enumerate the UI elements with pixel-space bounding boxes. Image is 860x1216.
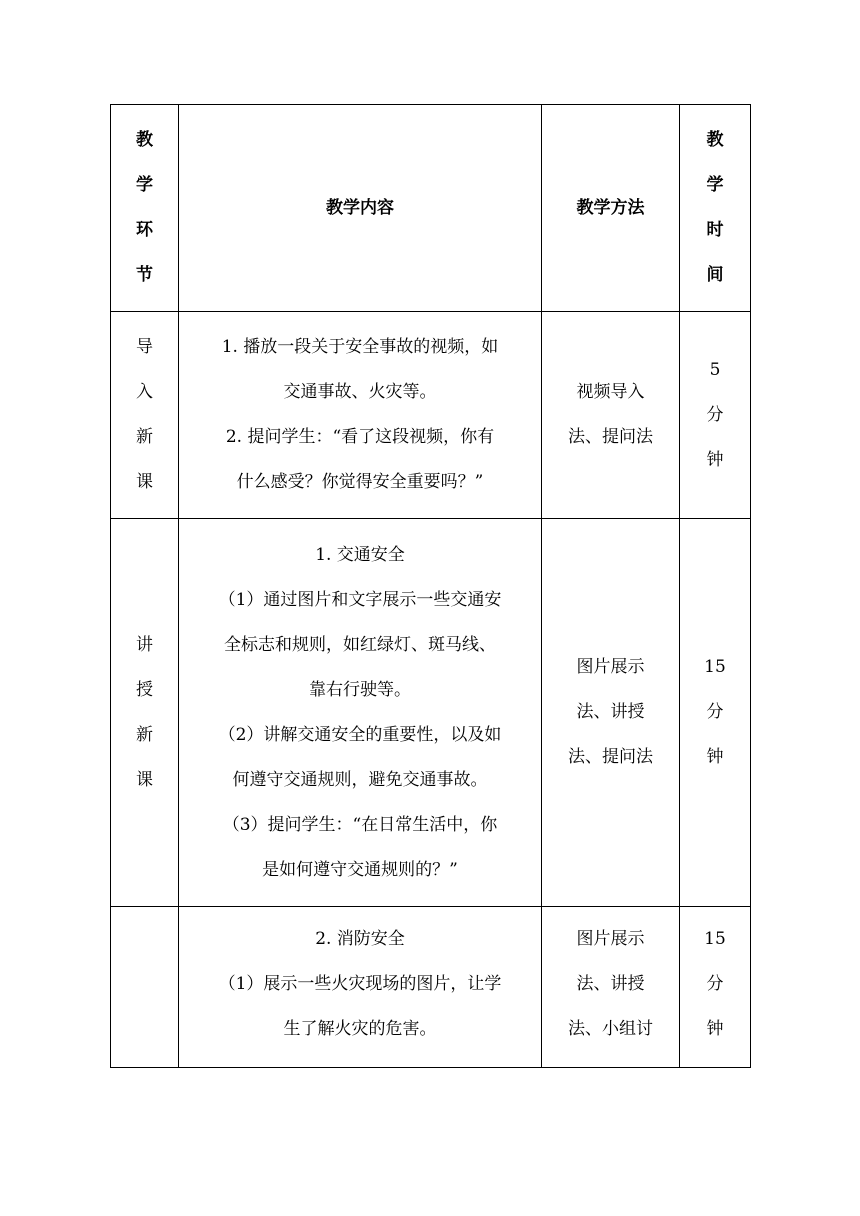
table-row bbox=[111, 907, 751, 1068]
header-stage bbox=[111, 105, 179, 312]
method-line: 图片展示 bbox=[576, 929, 645, 949]
table-row bbox=[111, 519, 751, 907]
time-line: 钟 bbox=[706, 1019, 724, 1039]
content-line: （3）提问学生：“在日常生活中，你 bbox=[222, 814, 498, 835]
header-time bbox=[680, 105, 751, 312]
stage-char: 讲 bbox=[136, 634, 153, 655]
stage-char: 新 bbox=[136, 724, 153, 745]
header-content: 教学内容 bbox=[179, 105, 542, 312]
time-line: 分 bbox=[706, 404, 724, 425]
stage-char: 授 bbox=[136, 679, 153, 700]
method-line: 法、提问法 bbox=[568, 747, 653, 767]
method-line: 图片展示 bbox=[576, 657, 645, 677]
content-cell bbox=[179, 907, 542, 1068]
time-line: 15 bbox=[704, 657, 726, 677]
time-cell bbox=[680, 907, 751, 1068]
content-line: 何遵守交通规则，避免交通事故。 bbox=[232, 769, 488, 790]
method-cell bbox=[542, 312, 680, 519]
time-line: 钟 bbox=[706, 747, 724, 767]
method-line: 法、提问法 bbox=[568, 427, 653, 447]
time-line: 5 bbox=[709, 359, 721, 380]
stage-char: 新 bbox=[136, 427, 153, 447]
content-line: 生了解火灾的危害。 bbox=[283, 1019, 437, 1039]
method-cell bbox=[542, 519, 680, 907]
content-line: 是如何遵守交通规则的？” bbox=[262, 859, 458, 880]
content-line: 交通事故、火灾等。 bbox=[283, 382, 437, 402]
header-time-char: 间 bbox=[706, 265, 724, 285]
content-line: （1）展示一些火灾现场的图片，让学 bbox=[218, 974, 502, 994]
stage-cell bbox=[111, 519, 179, 907]
stage-char: 导 bbox=[136, 337, 153, 357]
table-row bbox=[111, 312, 751, 519]
method-cell bbox=[542, 907, 680, 1068]
header-stage-char: 节 bbox=[136, 265, 153, 285]
header-time-char: 时 bbox=[706, 220, 724, 240]
lesson-plan-table bbox=[110, 104, 751, 1068]
content-line: 1. 交通安全 bbox=[315, 544, 405, 565]
header-time-char: 学 bbox=[706, 175, 724, 195]
time-line: 分 bbox=[706, 974, 724, 994]
time-cell bbox=[680, 519, 751, 907]
header-stage-char: 环 bbox=[136, 220, 153, 240]
header-stage-char: 教 bbox=[136, 130, 153, 150]
stage-cell-empty bbox=[111, 907, 179, 1068]
stage-char: 入 bbox=[136, 382, 153, 402]
method-line: 法、讲授 bbox=[576, 702, 645, 722]
stage-char: 课 bbox=[136, 472, 153, 492]
content-line: （2）讲解交通安全的重要性，以及如 bbox=[218, 724, 502, 745]
time-line: 钟 bbox=[706, 449, 724, 470]
content-cell bbox=[179, 519, 542, 907]
content-line: 2. 消防安全 bbox=[315, 929, 405, 949]
header-method: 教学方法 bbox=[542, 105, 680, 312]
stage-char: 课 bbox=[136, 769, 153, 790]
content-line: 全标志和规则，如红绿灯、斑马线、 bbox=[224, 634, 496, 655]
time-cell bbox=[680, 312, 751, 519]
header-time-char: 教 bbox=[706, 130, 724, 150]
content-line: 靠右行驶等。 bbox=[309, 679, 411, 700]
method-line: 法、讲授 bbox=[576, 974, 645, 994]
time-line: 分 bbox=[706, 702, 724, 722]
stage-cell bbox=[111, 312, 179, 519]
content-line: 2. 提问学生：“看了这段视频，你有 bbox=[225, 427, 495, 447]
content-line: 什么感受？你觉得安全重要吗？” bbox=[236, 472, 484, 492]
time-line: 15 bbox=[704, 929, 726, 949]
table-header-row bbox=[111, 105, 751, 312]
method-line: 视频导入 bbox=[576, 382, 645, 402]
method-line: 法、小组讨 bbox=[568, 1019, 653, 1039]
content-line: （1）通过图片和文字展示一些交通安 bbox=[218, 589, 502, 610]
content-line: 1. 播放一段关于安全事故的视频，如 bbox=[221, 337, 499, 357]
header-stage-char: 学 bbox=[136, 175, 153, 195]
content-cell bbox=[179, 312, 542, 519]
